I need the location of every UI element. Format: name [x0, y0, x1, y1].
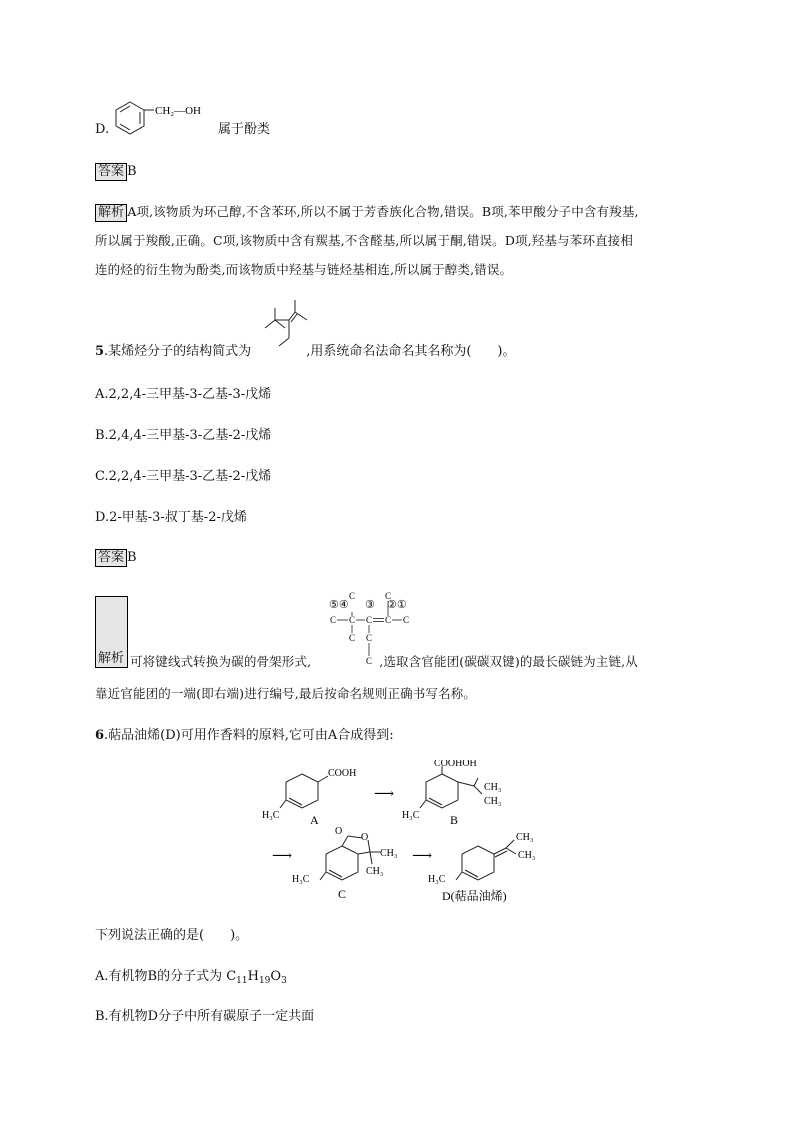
arrow-icon: ⟶: [374, 787, 395, 802]
synthesis-scheme: [262, 760, 552, 910]
benzyl-group-label: CH₂—OH: [155, 105, 202, 117]
option-b: B.2,4,4-三甲基-3-乙基-2-戊烯: [95, 428, 272, 443]
question-number: 6: [95, 728, 105, 743]
answer-value: B: [127, 164, 137, 179]
answer-value: B: [127, 550, 137, 565]
compound-c-oxygen-1: O: [335, 826, 343, 837]
answer-row-q4: [95, 162, 137, 182]
option-a-c-sub: 11: [236, 976, 248, 986]
skeleton-carbon: C: [366, 615, 373, 625]
compound-d-methyl-ring: H₃C: [428, 874, 446, 885]
option-a-o: O: [270, 969, 282, 984]
arrow-icon: ⟶: [272, 849, 293, 864]
option-a-h-sub: 19: [258, 976, 271, 986]
explanation-line-1: A项,该物质为环己醇,不含苯环,所以不属于芳香族化合物,错误。B项,苯甲酸分子中含有羧基,: [127, 204, 639, 219]
option-a: [95, 967, 287, 987]
question-5-stem-before: .某烯烃分子的结构简式为: [104, 344, 252, 359]
explanation-line-1-after: ,选取含官能团(碳碳双键)的最长碳链为主链,从: [379, 654, 638, 669]
arrow-icon: ⟶: [412, 849, 433, 864]
explanation-line-3: 连的烃的衍生物为酚类,而该物质中羟基与链烃基相连,所以属于醇类,错误。: [95, 262, 513, 277]
option-a: A.2,2,4-三甲基-3-乙基-3-戊烯: [95, 387, 272, 402]
option-c: C.2,2,4-三甲基-3-乙基-2-戊烯: [95, 469, 272, 484]
option-d-text: 属于酚类: [218, 122, 271, 137]
question-6-stem: [95, 726, 394, 746]
compound-a-label: A: [310, 813, 319, 827]
compound-b-group: COOHOH: [434, 760, 477, 769]
skeleton-numbers-right: ②①: [387, 599, 407, 611]
explanation-line-1-before: 可将键线式转换为碳的骨架形式,: [130, 654, 312, 669]
skeleton-carbon: C: [330, 615, 337, 625]
option-a-prefix: A.有机物B的分子式为 C: [95, 969, 237, 984]
explanation-line-2: 所以属于羧酸,正确。C项,该物质中含有羰基,不含醛基,所以属于酮,错误。D项,羟基与苯环直接相: [95, 233, 633, 248]
compound-b-methyl-ring: H₃C: [402, 810, 420, 821]
compound-b-label: B: [450, 813, 459, 827]
option-b: B.有机物D分子中所有碳原子一定共面: [95, 1009, 315, 1024]
skeleton-carbon: C: [385, 592, 392, 601]
question-number: 5: [95, 344, 105, 359]
compound-a-methyl: H₃C: [262, 810, 280, 821]
answer-tag: 答案: [95, 163, 127, 181]
answer-tag: 答案: [95, 549, 127, 567]
option-d: D.2-甲基-3-叔丁基-2-戊烯: [95, 510, 247, 525]
skeleton-carbon: C: [349, 633, 356, 643]
skeleton-carbon: C: [349, 592, 356, 601]
explanation-q4: [95, 202, 705, 280]
skeleton-carbon: C: [349, 615, 356, 625]
skeleton-carbon: C: [385, 615, 392, 625]
compound-a-group: COOH: [328, 768, 357, 779]
compound-c-methyl-ring: H₃C: [292, 874, 310, 885]
option-a-h: H: [247, 969, 259, 984]
compound-d-methyl-1: CH₃: [516, 832, 534, 843]
skeleton-carbon: C: [366, 656, 373, 666]
answer-row-q5: [95, 548, 137, 568]
compound-c-methyl-1: CH₃: [380, 848, 398, 859]
compound-c-label: C: [338, 887, 347, 901]
explanation-tag-box: [95, 596, 128, 668]
skeleton-numbers-left: ⑤④: [329, 599, 349, 611]
compound-c-methyl-2: CH₃: [366, 866, 384, 877]
skeleton-number-mid: ③: [365, 599, 375, 611]
skeleton-carbon: C: [403, 615, 410, 625]
question-5-stem: [95, 342, 515, 362]
compound-b-methyl-2: CH₃: [484, 796, 502, 807]
compound-d-methyl-2: CH₃: [518, 850, 536, 861]
compound-c-oxygen-2: O: [361, 832, 369, 843]
option-d-prefix: D.: [95, 122, 110, 137]
explanation-q5-line-1: [130, 652, 638, 672]
skeleton-carbon: C: [366, 633, 373, 643]
explanation-tag: 解析: [98, 651, 125, 666]
option-a-o-sub: 3: [281, 976, 287, 986]
explanation-q5-line-2: 靠近官能团的一端(即右端)进行编号,最后按命名规则正确书写名称。: [95, 686, 477, 701]
explanation-tag: 解析: [95, 204, 127, 222]
compound-d-label: D(萜品油烯): [442, 889, 507, 903]
question-6-stem-text: .萜品油烯(D)可用作香料的原料,它可由A合成得到:: [104, 728, 394, 743]
question-6-prompt: 下列说法正确的是( )。: [95, 928, 249, 943]
question-5-stem-after: ,用系统命名法命名其名称为( )。: [306, 344, 516, 359]
benzyl-alcohol-structure: [112, 98, 222, 140]
compound-b-methyl-1: CH₃: [484, 782, 502, 793]
